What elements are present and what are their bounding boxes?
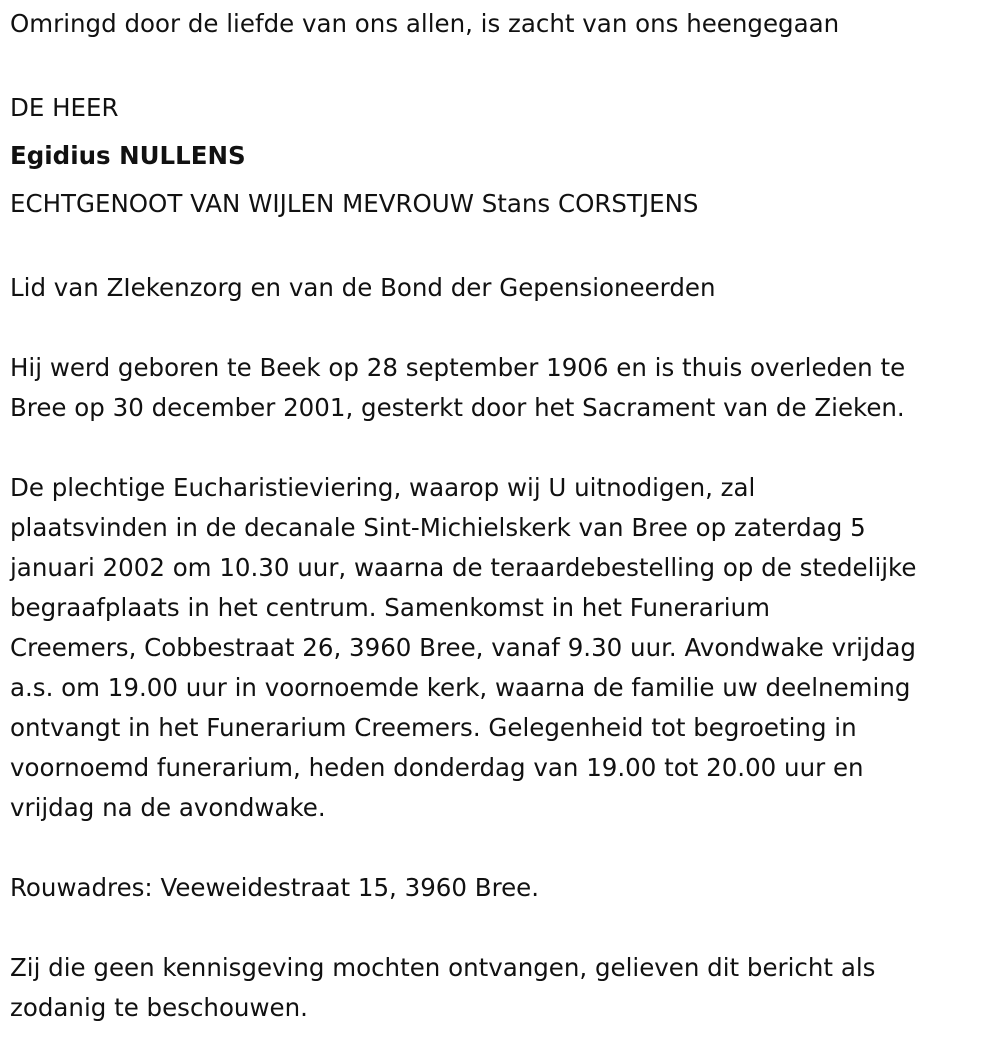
birth-death-paragraph [10,348,995,428]
deceased-name: Egidius NULLENS [10,141,246,170]
paragraph-line: voornoemd funerarium, heden donderdag van 19.00 tot 20.00 uur en [10,753,864,782]
intro-line: Omringd door de liefde van ons allen, is zacht van ons heengegaan [10,9,840,38]
spacer [10,308,995,348]
paragraph-line: plaatsvinden in de decanale Sint-Michielskerk van Bree op zaterdag 5 [10,513,866,542]
spacer [10,44,995,84]
paragraph-line: Zij die geen kennisgeving mochten ontvangen, gelieven dit bericht als [10,953,876,982]
paragraph-line: De plechtige Eucharistieviering, waarop wij U uitnodigen, zal [10,473,756,502]
paragraph-line: Creemers, Cobbestraat 26, 3960 Bree, vanaf 9.30 uur. Avondwake vrijdag [10,633,916,662]
paragraph-line: zodanig te beschouwen. [10,993,308,1022]
paragraph-line: Hij werd geboren te Beek op 28 september 1906 en is thuis overleden te [10,353,906,382]
closing-paragraph [10,948,995,1028]
death-notice-document [10,4,995,1028]
spacer [10,428,995,468]
paragraph-line: januari 2002 om 10.30 uur, waarna de teraardebestelling op de stedelijke [10,553,917,582]
membership-line: Lid van ZIekenzorg en van de Bond der Gepensioneerden [10,273,716,302]
spouse-line: ECHTGENOOT VAN WIJLEN MEVROUW Stans CORSTJENS [10,189,699,218]
spacer [10,228,995,268]
paragraph-line: begraafplaats in het centrum. Samenkomst in het Funerarium [10,593,771,622]
paragraph-line: vrijdag na de avondwake. [10,793,326,822]
title-prefix: DE HEER [10,93,119,122]
paragraph-line: ontvangt in het Funerarium Creemers. Gelegenheid tot begroeting in [10,713,857,742]
ceremony-paragraph [10,468,995,828]
paragraph-line: a.s. om 19.00 uur in voornoemde kerk, waarna de familie uw deelneming [10,673,911,702]
spacer [10,908,995,948]
mourning-address: Rouwadres: Veeweidestraat 15, 3960 Bree. [10,873,540,902]
paragraph-line: Bree op 30 december 2001, gesterkt door het Sacrament van de Zieken. [10,393,905,422]
spacer [10,828,995,868]
